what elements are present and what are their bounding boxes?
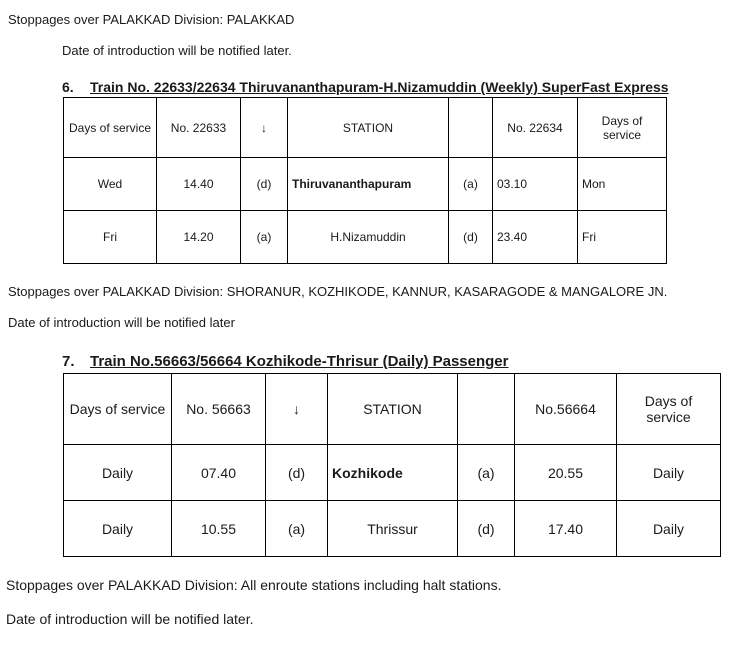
time-cell: 07.40 [172,445,266,501]
time-cell: 14.40 [157,158,241,211]
time-cell: 17.40 [515,501,617,557]
train-number-header: No. 22633 [157,98,241,158]
mark-cell: (d) [458,501,515,557]
days-cell: Daily [617,445,721,501]
down-arrow-icon: ↓ [266,374,328,445]
blank-header [449,98,493,158]
stoppages-note: Stoppages over PALAKKAD Division: All enroute stations including halt stations. [6,577,502,593]
heading-text: Train No.56663/56664 Kozhikode-Thrisur (Daily) Passenger [90,353,509,370]
stoppages-note-palakkad: Stoppages over PALAKKAD Division: PALAKKAD [8,12,295,27]
table-row [64,211,667,264]
heading-number: 7. [62,353,75,370]
return-days-of-service-header: Days of service [617,374,721,445]
station-header: STATION [288,98,449,158]
return-train-number-header: No. 22634 [493,98,578,158]
mark-cell: (d) [449,211,493,264]
heading-number: 6. [62,79,74,95]
days-cell: Daily [64,445,172,501]
mark-cell: (a) [266,501,328,557]
stoppages-note: Stoppages over PALAKKAD Division: SHORANUR, KOZHIKODE, KANNUR, KASARAGODE & MANGALORE JN. [8,284,668,299]
station-cell: Thiruvananthapuram [288,158,449,211]
return-train-number-header: No.56664 [515,374,617,445]
days-of-service-header: Days of service [64,374,172,445]
mark-cell: (a) [241,211,288,264]
train-number-header: No. 56663 [172,374,266,445]
days-cell: Fri [64,211,157,264]
blank-header [458,374,515,445]
table-header-row [64,374,721,445]
days-cell: Daily [617,501,721,557]
train-56663-heading [62,353,509,370]
mark-cell: (a) [449,158,493,211]
table-row [64,501,721,557]
time-cell: 23.40 [493,211,578,264]
station-cell: H.Nizamuddin [288,211,449,264]
station-cell: Thrissur [328,501,458,557]
introduction-date-note: Date of introduction will be notified later [8,315,235,330]
days-cell: Wed [64,158,157,211]
days-cell: Daily [64,501,172,557]
days-cell: Fri [578,211,667,264]
table-row [64,158,667,211]
mark-cell: (a) [458,445,515,501]
station-header: STATION [328,374,458,445]
introduction-date-note: Date of introduction will be notified later. [6,611,254,627]
station-cell: Kozhikode [328,445,458,501]
return-days-of-service-header: Days of service [578,98,667,158]
down-arrow-icon: ↓ [241,98,288,158]
heading-text: Train No. 22633/22634 Thiruvananthapuram-H.Nizamuddin (Weekly) SuperFast Express [90,79,669,95]
time-cell: 20.55 [515,445,617,501]
train-22633-timetable [63,97,667,264]
time-cell: 10.55 [172,501,266,557]
mark-cell: (d) [241,158,288,211]
train-56663-timetable [63,373,721,557]
days-of-service-header: Days of service [64,98,157,158]
train-22633-heading [62,79,669,95]
table-row [64,445,721,501]
time-cell: 03.10 [493,158,578,211]
mark-cell: (d) [266,445,328,501]
time-cell: 14.20 [157,211,241,264]
table-header-row [64,98,667,158]
introduction-date-note: Date of introduction will be notified later. [62,43,292,58]
days-cell: Mon [578,158,667,211]
